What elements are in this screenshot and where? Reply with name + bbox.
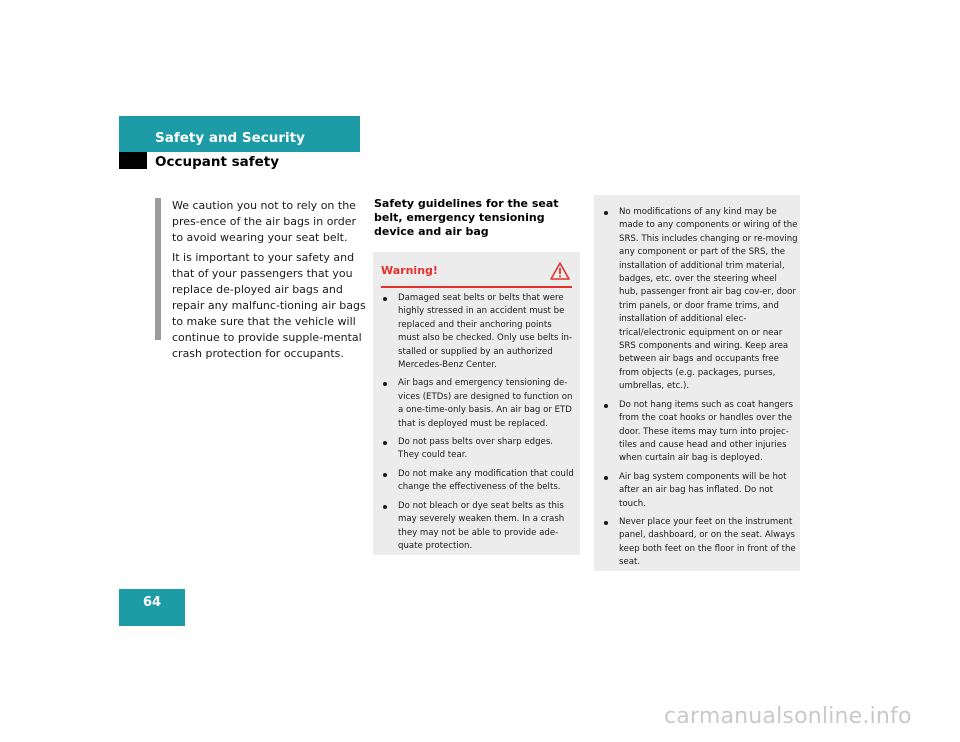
left-margin-rule <box>155 198 161 340</box>
subsection-marker <box>119 152 147 169</box>
list-item: Do not make any modification that could change the effectiveness of the belts. <box>381 468 576 495</box>
warning-label: Warning! <box>381 264 438 277</box>
warning-triangle-icon <box>550 262 570 280</box>
warning-box <box>373 252 580 555</box>
list-item: Damaged seat belts or belts that were highly stressed in an accident must be replaced and their anchoring points must also be checked. Only use belts in-stalled or supplied by an authorized Mercedes-Benz Center. <box>381 292 576 372</box>
intro-paragraph-2: It is important to your safety and that of your passengers that you replace de-ployed air bags and repair any malfunc-tioning air bags to make sure that the vehicle will continue to provide supple-mental crash protection for occupants. <box>172 251 366 360</box>
subsection-title: Occupant safety <box>155 154 280 170</box>
list-item: No modifications of any kind may be made to any components or wiring of the SRS. This includes changing or re-moving any component or part of the SRS, the installation of additional trim material, badges, etc. over the steering wheel hub, passenger front air bag cov-er, door trim panels, or door frame trims, and installation of additional elec-trical/electronic equipment on or near SRS components and wiring. Keep area between air bags and occupants free from objects (e.g. packages, purses, umbrellas, etc.). <box>602 206 798 394</box>
watermark: carmanualsonline.info <box>664 704 912 729</box>
list-item: Never place your feet on the instrument panel, dashboard, or on the seat. Always keep both feet on the floor in front of the seat. <box>602 516 798 570</box>
list-item: Air bag system components will be hot after an air bag has inflated. Do not touch. <box>602 471 798 511</box>
list-item: Do not pass belts over sharp edges. They could tear. <box>381 436 576 463</box>
list-item: Air bags and emergency tensioning de-vices (ETDs) are designed to function on a one-time-only basis. An air bag or ETD that is deployed must be replaced. <box>381 377 576 431</box>
warning-continuation-list <box>602 206 798 575</box>
intro-text <box>172 198 367 366</box>
section-heading: Safety guidelines for the seat belt, emergency tensioning device and air bag <box>374 197 559 238</box>
intro-paragraph-1: We caution you not to rely on the pres-ence of the air bags in order to avoid wearing your seat belt. <box>172 199 357 244</box>
page-number-box <box>119 589 185 626</box>
page-number: 64 <box>142 595 162 610</box>
list-item: Do not bleach or dye seat belts as this may severely weaken them. In a crash they may not be able to provide ade-quate protection. <box>381 500 576 554</box>
warning-header <box>381 262 572 288</box>
warning-list <box>381 292 576 558</box>
warning-continuation-box <box>594 195 800 571</box>
list-item: Do not hang items such as coat hangers from the coat hooks or handles over the door. These items may turn into projec-tiles and cause head and other injuries when curtain air bag is deployed. <box>602 399 798 466</box>
section-title: Safety and Security <box>155 130 305 146</box>
